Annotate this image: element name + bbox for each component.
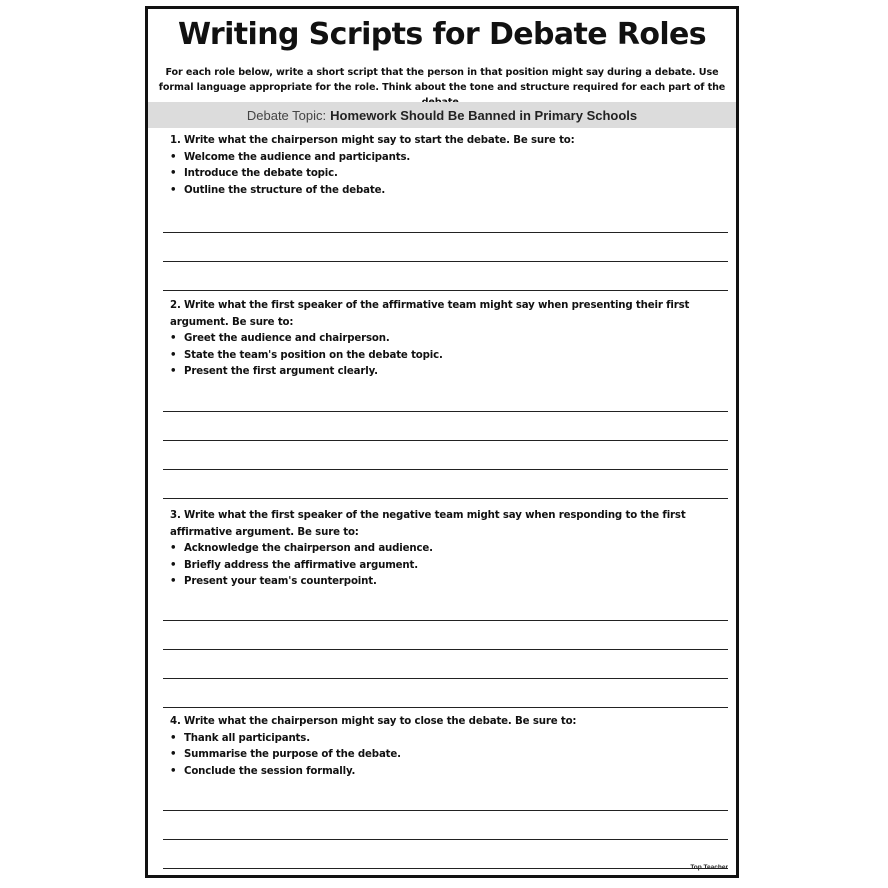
answer-line[interactable] xyxy=(163,620,728,621)
question-3 xyxy=(170,508,722,591)
question-prompt: 4. Write what the chairperson might say to close the debate. Be sure to: xyxy=(170,716,577,727)
answer-line[interactable] xyxy=(163,232,728,233)
checklist-item: • Present your team's counterpoint. xyxy=(170,574,722,591)
answer-line[interactable] xyxy=(163,290,728,291)
brand-logo: Top Teacher xyxy=(690,864,728,871)
question-checklist xyxy=(170,150,722,200)
answer-line[interactable] xyxy=(163,261,728,262)
checklist-item: • Thank all participants. xyxy=(170,731,722,748)
answer-line[interactable] xyxy=(163,469,728,470)
answer-line[interactable] xyxy=(163,440,728,441)
worksheet-title: Writing Scripts for Debate Roles xyxy=(177,17,707,52)
answer-line[interactable] xyxy=(163,868,728,869)
question-checklist xyxy=(170,331,722,381)
checklist-item: • Acknowledge the chairperson and audience. xyxy=(170,541,722,558)
question-prompt: 3. Write what the first speaker of the negative team might say when responding to the first affirmative argument. Be sure to: xyxy=(170,510,686,538)
answer-line[interactable] xyxy=(163,707,728,708)
debate-topic-value: Homework Should Be Banned in Primary Schools xyxy=(330,107,638,123)
checklist-item: • Present the first argument clearly. xyxy=(170,364,722,381)
debate-topic-label: Debate Topic: xyxy=(246,107,327,123)
checklist-item: • Conclude the session formally. xyxy=(170,764,722,781)
checklist-item: • Welcome the audience and participants. xyxy=(170,150,722,167)
question-checklist xyxy=(170,541,722,591)
answer-line[interactable] xyxy=(163,678,728,679)
checklist-item: • Introduce the debate topic. xyxy=(170,166,722,183)
answer-line[interactable] xyxy=(163,649,728,650)
checklist-item: • Outline the structure of the debate. xyxy=(170,183,722,200)
question-checklist xyxy=(170,731,722,781)
answer-line[interactable] xyxy=(163,810,728,811)
checklist-item: • Summarise the purpose of the debate. xyxy=(170,747,722,764)
checklist-item: • Greet the audience and chairperson. xyxy=(170,331,722,348)
debate-topic-banner xyxy=(148,102,736,128)
answer-line[interactable] xyxy=(163,498,728,499)
question-1 xyxy=(170,133,722,199)
instructions-text: For each role below, write a short script that the person in that position might say during a debate. Use formal language appropriate for the role. Think about the tone and structure required for each part of the xyxy=(158,67,726,93)
checklist-item: • State the team's position on the debate topic. xyxy=(170,348,722,365)
question-prompt: 2. Write what the first speaker of the affirmative team might say when presenting their first argument. Be sure to: xyxy=(170,300,690,328)
question-prompt: 1. Write what the chairperson might say to start the debate. Be sure to: xyxy=(170,135,575,146)
question-4 xyxy=(170,714,722,780)
worksheet-page xyxy=(145,6,739,878)
answer-line[interactable] xyxy=(163,839,728,840)
checklist-item: • Briefly address the affirmative argument. xyxy=(170,558,722,575)
question-2 xyxy=(170,298,722,381)
answer-line[interactable] xyxy=(163,411,728,412)
